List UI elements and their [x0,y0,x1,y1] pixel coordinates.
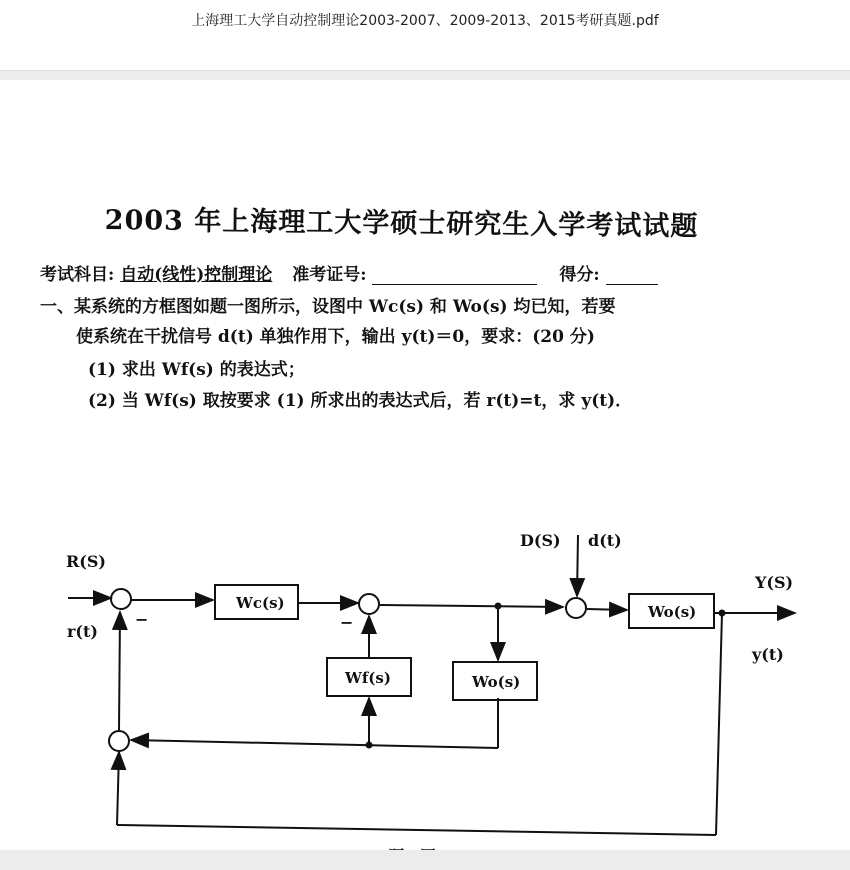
arrow-to-wo [587,609,627,610]
exam-heading: 2003 年上海理工大学硕士研究生入学考试试题 [104,204,699,243]
question-1-line-1: 一、某系统的方框图如题一图所示，设图中 Wc(s) 和 Wo(s) 均已知，若要 [40,297,616,317]
document-title: 上海理工大学自动控制理论2003-2007、2009-2013、2015考研真题.pdf [191,13,659,29]
D-label: D(S) [520,531,561,550]
pdf-title-bar [0,0,850,70]
branch-point-3 [366,742,373,749]
exam-no-label: 准考证号: [292,265,367,285]
Y-label: Y(S) [755,573,794,592]
sum-junction-2 [359,594,379,614]
bottom-bar [0,850,850,870]
sum-junction-4 [109,731,129,751]
y-label: y(t) [752,645,784,664]
sum-junction-1 [111,589,131,609]
minus-sign-1: − [135,610,149,629]
R-label: R(S) [66,552,106,571]
feedback-to-sum4 [131,740,498,748]
d-label: d(t) [588,531,622,550]
branch-points [366,603,726,749]
wo-main-block-label: Wo(s) [648,603,697,621]
r-label: r(t) [67,622,98,641]
wf-block-label: Wf(s) [345,669,391,687]
branch-point-1 [495,603,502,610]
score-label: 得分: [559,265,600,285]
disturbance-arrow [577,535,578,596]
wo-lower-block-label: Wo(s) [472,673,521,691]
outer-feedback [117,752,119,825]
branch-point-2 [719,610,726,617]
subject-value: 自动(线性)控制理论 [120,265,273,285]
sum4-to-sum1 [119,612,120,730]
block-diagram [0,80,850,850]
minus-sign-2: − [340,613,354,632]
question-1-part-2: (2) 当 Wf(s) 取按要求 (1) 所求出的表达式后，若 r(t)=t，求 y(t)． [88,391,633,411]
question-1-line-2: 使系统在干扰信号 d(t) 单独作用下，输出 y(t)＝0，要求：(20 分) [76,327,595,347]
sum-junction-3 [566,598,586,618]
arrow-to-sum3 [380,605,563,607]
subject-label: 考试科目: [40,265,115,285]
wc-block-label: Wc(s) [236,594,285,612]
question-1-part-1: (1) 求出 Wf(s) 的表达式； [88,360,305,380]
